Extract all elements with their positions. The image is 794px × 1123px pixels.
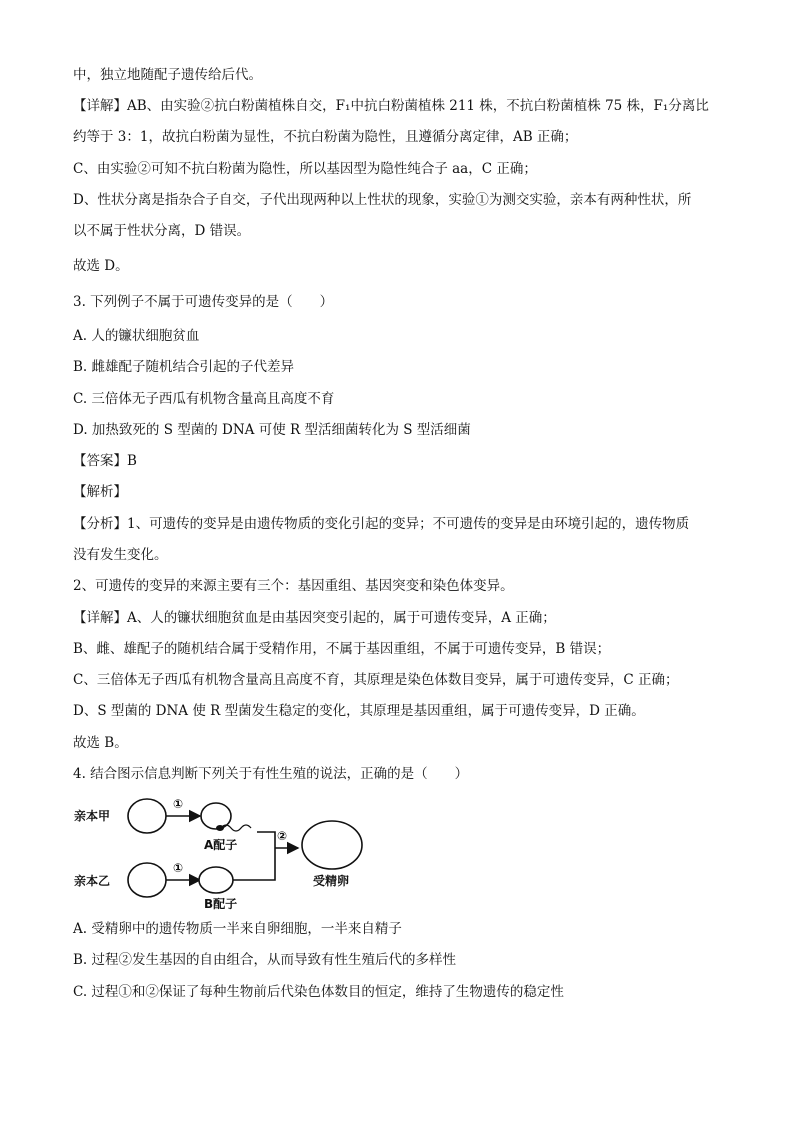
parent-a-cell	[128, 799, 166, 833]
q4-option-c: C. 过程①和②保证了每种生物前后代染色体数目的恒定，维持了生物遗传的稳定性	[73, 984, 564, 1000]
line-20: C、三倍体无子西瓜有机物含量高且高度不育，其原理是染色体数目变异，属于可遗传变异，C 正确；	[73, 672, 679, 688]
line-17: 2、可遗传的变异的来源主要有三个：基因重组、基因突变和染色体变异。	[73, 578, 514, 594]
q3-option-d: D. 加热致死的 S 型菌的 DNA 可使 R 型活细菌转化为 S 型活细菌	[73, 422, 471, 438]
line-2: 【详解】AB、由实验②抗白粉菌植株自交，F₁中抗白粉菌植株 211 株，不抗白粉菌植株 75 株，F₁分离比	[73, 98, 709, 114]
reproduction-diagram	[70, 790, 370, 915]
analysis-label: 【解析】	[73, 484, 127, 500]
parent-a-label: 亲本甲	[74, 809, 111, 823]
sperm-head-icon	[216, 825, 224, 831]
step-1-top: ①	[173, 797, 184, 811]
line-3: 约等于 3：1，故抗白粉菌为显性，不抗白粉菌为隐性，且遵循分离定律，AB 正确；	[73, 129, 578, 145]
line-16: 没有发生变化。	[73, 547, 168, 563]
line-4: C、由实验②可知不抗白粉菌为隐性，所以基因型为隐性纯合子 aa，C 正确；	[73, 161, 537, 177]
line-21: D、S 型菌的 DNA 使 R 型菌发生稳定的变化，其原理是基因重组，属于可遗传变异，D 正确。	[73, 703, 645, 719]
q4-option-b: B. 过程②发生基因的自由组合，从而导致有性生殖后代的多样性	[73, 952, 457, 968]
question-3: 3. 下列例子不属于可遗传变异的是（ ）	[73, 294, 334, 310]
parent-b-label: 亲本乙	[74, 874, 111, 888]
q3-option-b: B. 雌雄配子随机结合引起的子代差异	[73, 359, 295, 375]
zygote-label: 受精卵	[313, 874, 350, 888]
answer-label: 【答案】B	[73, 453, 137, 469]
gamete-b-label: B配子	[204, 897, 238, 911]
step-2-label: ②	[277, 829, 288, 843]
line-15: 【分析】1、可遗传的变异是由遗传物质的变化引起的变异；不可遗传的变异是由环境引起的，遗传物质	[73, 516, 690, 532]
line-18: 【详解】A、人的镰状细胞贫血是由基因突变引起的，属于可遗传变异，A 正确；	[73, 610, 556, 626]
parent-b-cell	[128, 863, 166, 897]
q3-option-a: A. 人的镰状细胞贫血	[73, 328, 200, 344]
line-6: 以不属于性状分离，D 错误。	[73, 223, 251, 239]
zygote-cell	[302, 821, 362, 869]
merge-line	[233, 832, 275, 880]
gamete-b-cell	[199, 867, 233, 893]
question-4: 4. 结合图示信息判断下列关于有性生殖的说法，正确的是（ ）	[73, 766, 469, 782]
line-7: 故选 D。	[73, 258, 129, 274]
line-5: D、性状分离是指杂合子自交，子代出现两种以上性状的现象，实验①为测交实验，亲本有两种性状，所	[73, 192, 692, 208]
q4-option-a: A. 受精卵中的遗传物质一半来自卵细胞，一半来自精子	[73, 921, 402, 937]
line-22: 故选 B。	[73, 735, 128, 751]
step-1-bottom: ①	[173, 861, 184, 875]
gamete-a-label: A配子	[204, 838, 238, 852]
line-19: B、雌、雄配子的随机结合属于受精作用，不属于基因重组，不属于可遗传变异，B 错误；	[73, 641, 611, 657]
line-1: 中，独立地随配子遗传给后代。	[73, 67, 262, 83]
q3-option-c: C. 三倍体无子西瓜有机物含量高且高度不育	[73, 391, 335, 407]
